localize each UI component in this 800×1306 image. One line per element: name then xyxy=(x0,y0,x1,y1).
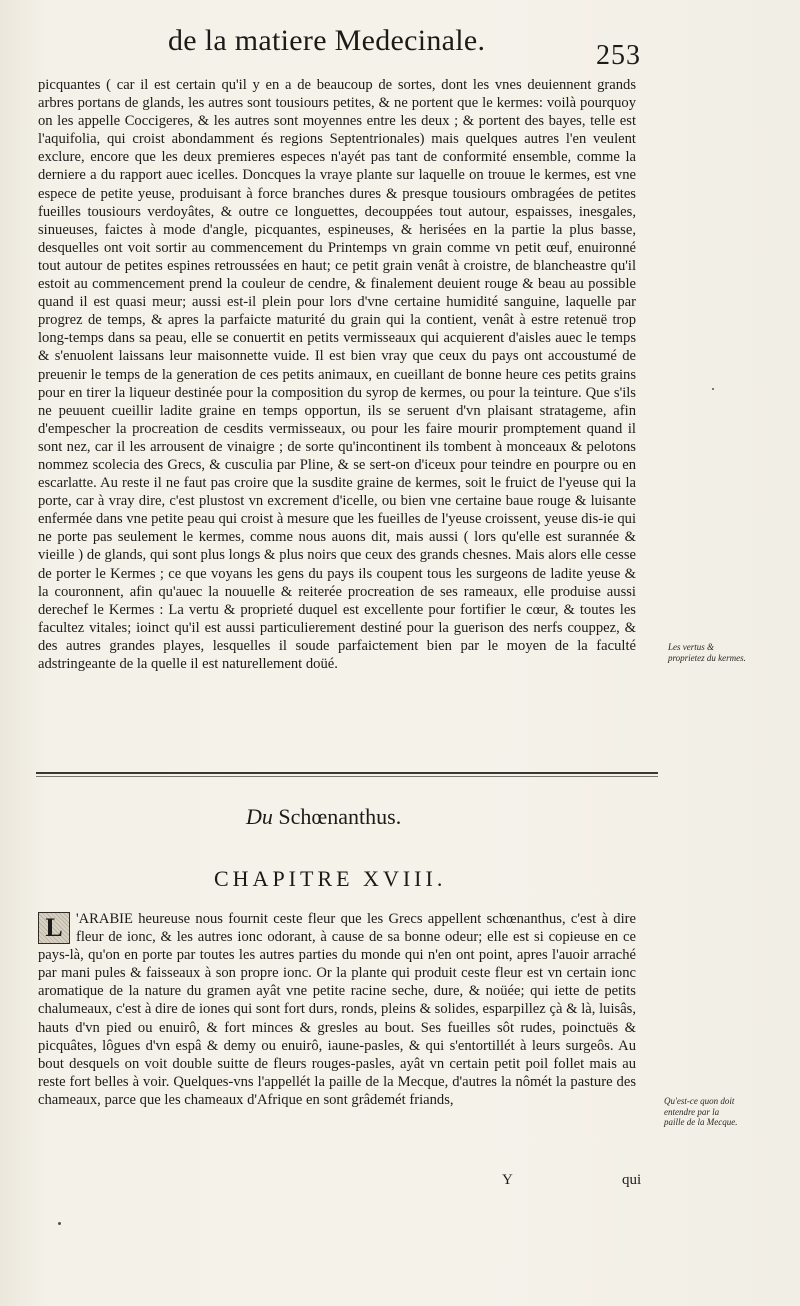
page-number: 253 xyxy=(596,40,641,71)
chapter-text-block xyxy=(38,910,636,1109)
paper-speck xyxy=(58,1222,61,1225)
section-divider xyxy=(36,772,658,774)
margin-note-mecque: Qu'est-ce quon doit entendre par la paille de la Mecque. xyxy=(664,1096,738,1127)
body-text-block xyxy=(38,76,636,673)
running-title: de la matiere Medecinale. xyxy=(168,24,486,57)
catchword: qui xyxy=(622,1172,642,1188)
paper-speck xyxy=(712,388,714,390)
section-divider-thin xyxy=(36,776,658,777)
chapter-heading: CHAPITRE XVIII. xyxy=(214,866,447,891)
section-title-prefix: Du xyxy=(246,804,273,829)
margin-note-kermes: Les vertus & proprietez du kermes. xyxy=(668,642,746,663)
paragraph-kermes: picquantes ( car il est certain qu'il y en a de beaucoup de sortes, dont les vnes deuiennent grands arbres portans de glands, les autres sont tousiours petites, & ne portent que le kermes: voilà pourquoy on les appelle Coccigeres, & les autres sont moyennes entre les deux ; & portent des bayes, telle est l'aquifolia, qui croist abondamment és regions Septentrionales) mais quelques autres l'en veulent exclure, encore que les deux premieres especes n'ayét pas tant de conformité ensemble, comme la derniere a du rapport auec icelles. Doncques la vraye plante sur laquelle on trouue le kermes, est vne espece de petite yeuse, produisant à force branches dures & presque tousiours ombragées de petites fueilles tousiours verdoyâtes, & outre ce longuettes, decouppées tout autour, espaisses, inesgales, sinueuses, faictes à mode d'angle, picquantes, espineuses, & herisées en la partie la plus basse, desquelles ont voit sortir au commencement du Printemps vn grain comme vn petit œuf, enuironné tout autour de petites espines retroussées en haut; ce petit grain venât à croistre, de blancheastre qu'il estoit au commencement prend la couleur de cendre, & finalement deuient rouge & beau au possible quand il est quasi meur; aussi est-il plein pour lors d'vne certaine humidité sanguine, laquelle par progrez de temps, & apres la parfaicte maturité du grain qui la contient, venât à estre retenuë trop long-temps dans sa peau, elle se conuertit en petits vermisseaux qui acquierent d'aisles auec le temps & s'enuolent laissans leur maisonnette vuide. Il est bien vray que ceux du pays ont accoustumé de preuenir le temps de la generation de ces petits animaux, en cueillant de bonne heure ces petits grains pour en tirer la liqueur destinée pour la composition du syrop de kermes, ou pour la teinture. Que s'ils ne peuuent cueillir ladite graine en temps opportun, ils se seruent d'vn plaisant stratageme, afin d'empescher la procreation de cesdits vermisseaux, ou pour les faire mourir promptement quand il sont nez, car il les arrousent de vinaigre ; de sorte qu'incontinent ils tombent à monceaux & pelotons nommez scolecia des Grecs, & cusculia par Pline, & se sert-on d'iceux pour teindre en pourpre ou en escarlatte. Au reste il ne faut pas croire que la susdite graine de kermes, soit le fruict de l'yeuse qui la porte, car à vray dire, c'est plustost vn excrement d'icelle, ou bien vne certaine baue rouge & luisante enfermée dans vne petite peau qui croist à mesure que les fueilles de l'yeuse croissent, yeuse dis-ie qui ne porte pas seulement le kermes, comme nous auons dit, mais aussi ( lors qu'elle est surannée & vieille ) de glands, qui sont plus longs & plus noirs que ceux des grands chesnes. Mais alors elle cesse de porter le Kermes ; ce que voyans les gens du pays ils coupent tous les surgeons de ladite yeuse & la couronnent, afin qu'auec la nouuelle & reiterée procreation de ses rameaux, elle produise aussi derechef le Kermes : La vertu & proprieté duquel est excellente pour fortifier le cœur, & toutes les facultez vitales; ioinct qu'il est aussi particulierement destiné pour la guerison des nerfs couppez, & des autres grandes playes, lesquelles il soude parfaictement bien par le moyen de la faculté adstringeante de la quelle il est naturellement doüé. xyxy=(38,77,636,672)
signature-mark: Y xyxy=(502,1172,513,1188)
drop-cap-letter: L xyxy=(45,913,63,942)
section-title-name: Schœnanthus. xyxy=(278,804,402,829)
drop-cap-ornament xyxy=(38,912,70,944)
paragraph-schoenanthus: 'ARABIE heureuse nous fournit ceste fleur que les Grecs appellent schœnanthus, c'est à dire fleur de ionc, & les autres ionc odorant, à cause de sa bonne odeur; elle est si copieuse en ce pays-là, qu'on en porte par toutes les autres parties du monde qui n'en ont point, apres l'auoir arraché par mani pules & faisseaux à son propre ionc. Or la plante qui produit ceste fleur est vn certain ionc aromatique de la nature du gramen ayât vne petite racine seche, dure, & noüée; qui iette de petits chalumeaux, c'est à dire de iones qui sont fort durs, ronds, pleins & solides, esparpillez çà & là, luisâs, hauts d'vn pied ou enuirô, & fort minces & gresles au bout. Ses fueilles sôt rudes, poinctuës & picquâtes, lôgues d'vn espâ & demy ou enuirô, iaune-pasles, & qui s'entortillét à leurs surgeôs. Au bout desquels on voit double suitte de fleurs rouges-pasles, ayât vn certain petit poil follet mais au reste fort belles à voir. Quelques-vns l'appellét la paille de la Mecque, d'autres la nômét la pasture des chameaux, parce que les chameaux d'Afrique en sont grâdemét friands, xyxy=(38,911,636,1108)
section-title xyxy=(246,804,401,830)
